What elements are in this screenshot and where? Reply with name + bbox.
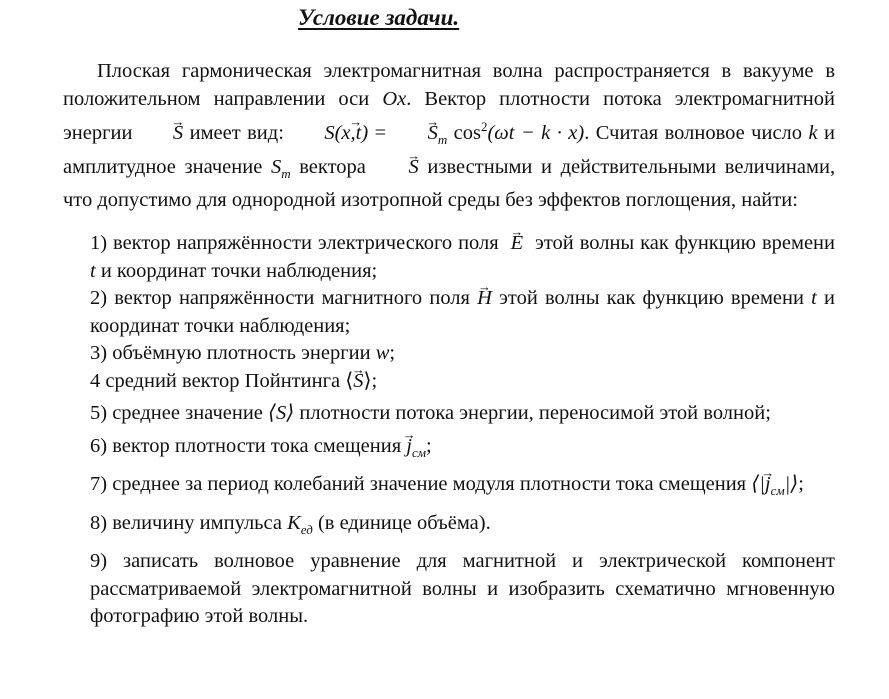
vector-h-symbol: → H	[477, 285, 492, 313]
task-item-2: 2) вектор напряжённости магнитного поля → H этой волны как функцию времени t и координат точки наблюдения;	[63, 285, 835, 340]
task-list	[63, 230, 835, 631]
intro-paragraph: Плоская гармоническая электромагнитная волна распространяется в вакууме в положительном направлении оси Ox. Вектор плотности потока электромагнитной энергии → S имеет вид: → S(x,t) = → $S_m$ $\cos^2(\omega t - k \cdot x)$. Считая волновое число k и амплитудное значение $S_m$ вектора → S известными и действительными величинами, что допустимо для однородной изотропной среды без эффектов поглощения, найти:	[63, 58, 835, 215]
vector-s-symbol: → S	[139, 120, 183, 148]
axis-symbol: Ox	[382, 87, 407, 110]
task-item-1: 1) вектор напряжённости электрического поля → E этой волны как функцию времени t и координат точки наблюдения;	[63, 230, 835, 285]
displacement-current-symbol: → $j_{см}$	[406, 435, 426, 457]
task-item-8: 8) величину импульса $K_{ед}$ (в единице объёма).	[90, 511, 491, 537]
vector-e-symbol: → E	[511, 230, 524, 258]
task-item-9: 9) записать волновое уравнение для магнитной и электрической компонент рассматриваемой электромагнитной волны и изобразить схематично мгновенную фотографию этой волны.	[90, 550, 835, 627]
task-item-6: 6) вектор плотности тока смещения → $j_{см}$;	[63, 433, 835, 467]
task-item-3: 3) объёмную плотность энергии w;	[90, 342, 396, 364]
wave-number-symbol: k	[808, 122, 818, 144]
task-item-5: 5) среднее значение ⟨S⟩ плотности потока энергии, переносимой этой волной;	[90, 402, 771, 424]
vector-s-symbol-2: → S	[375, 154, 419, 182]
task-item-7: 7) среднее за период колебаний значение модуля плотности тока смещения ⟨|→ $j_{см}|⟩$;	[63, 471, 835, 505]
poynting-formula: → S(x,t) = → $S_m$ $\cos^2(\omega t - k \cdot x)$	[290, 122, 584, 144]
page-title: Условие задачи.	[298, 5, 460, 30]
task-item-4: 4 средний вектор Пойнтинга ⟨→ S⟩;	[63, 368, 835, 396]
problem-statement	[63, 58, 835, 215]
amplitude-symbol: $S_m$	[270, 155, 291, 181]
